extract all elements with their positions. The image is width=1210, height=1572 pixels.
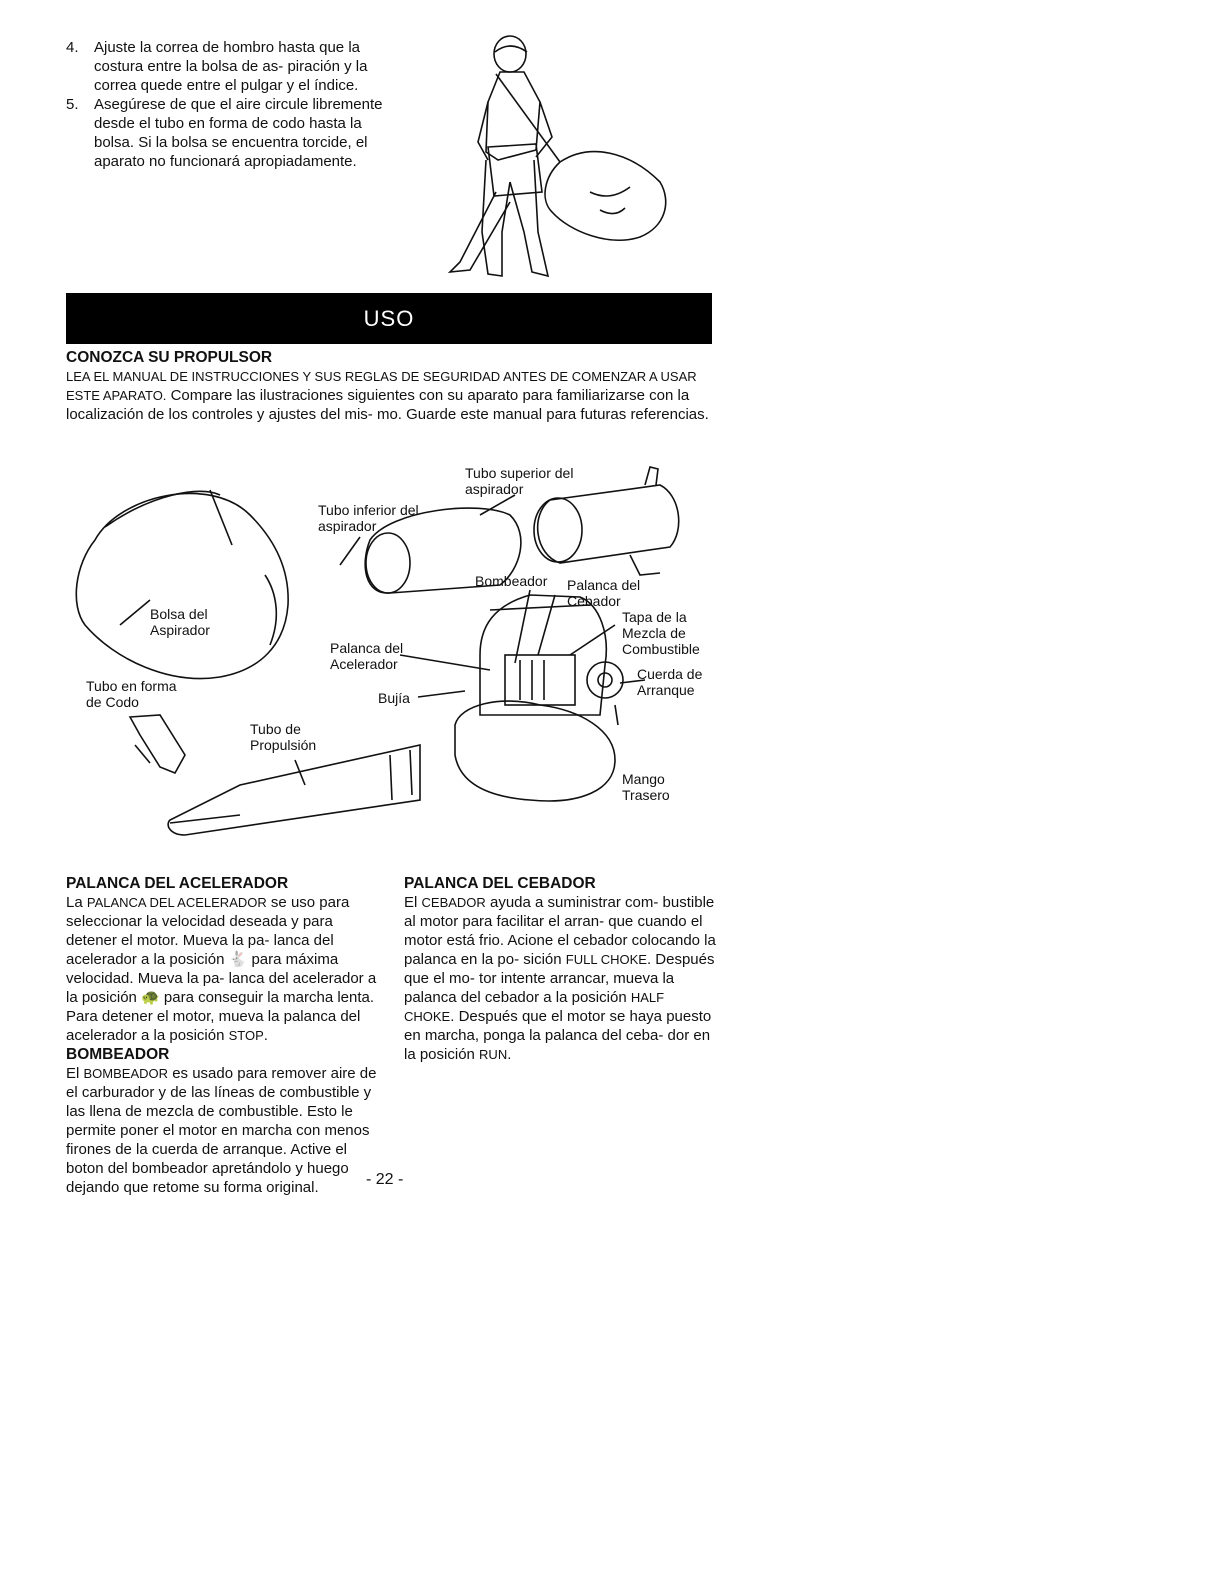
page-number: - 22 - xyxy=(366,1171,404,1188)
label-bag: Bolsa del Aspirador xyxy=(150,606,210,638)
step-item xyxy=(62,95,392,171)
intro-section xyxy=(66,348,716,424)
label-throttle: Palanca del Acelerador xyxy=(330,640,404,672)
label-primer: Bombeador xyxy=(475,573,548,589)
section-banner xyxy=(66,293,712,344)
intro-caps: LEA EL MANUAL DE INSTRUCCIONES Y SUS REGLAS DE SEGURIDAD ANTES DE COMENZAR A USAR ESTE APARATO. xyxy=(66,369,697,403)
label-lower-tube: Tubo inferior del aspirador xyxy=(318,502,419,534)
throttle-heading: PALANCA DEL ACELERADOR xyxy=(66,875,289,892)
blower-tube xyxy=(168,745,420,835)
label-starter: Cuerda de Arranque xyxy=(637,666,703,698)
choke-paragraph: El CEBADOR ayuda a suministrar com- bustible al motor para facilitar el arran- que cuando el motor está frio. Acione el cebador colocando la palanca en la po- sición FULL CHOKE. Después que el mo- tor intente arrancar, mueva la palanca del cebador a la posición HALF CHOKE. Después que el motor se haya puesto en marcha, ponga la palanca del ceba- dor en la posición RUN. xyxy=(404,894,716,1063)
section-heading: CONOZCA SU PROPULSOR xyxy=(66,349,273,366)
label-elbow: Tubo en forma de Codo xyxy=(86,678,177,710)
left-column xyxy=(66,874,378,1197)
step-text: Ajuste la correa de hombro hasta que la costura entre la bolsa de as- piración y la correa quede entre el pulgar y el índice. xyxy=(94,39,368,94)
intro-body: Compare las ilustraciones siguientes con su aparato para familiarizarse con la localización de los controles y ajustes del mis- mo. Guarde este manual para futuras referencias. xyxy=(66,387,709,423)
step-number: 5. xyxy=(66,96,79,113)
label-spark-plug: Bujía xyxy=(378,690,410,706)
step-text: Asegúrese de que el aire circule libremente desde el tubo en forma de codo hasta la bolsa. Si la bolsa se encuentra torcide, el aparato no funcionará apropiadamente. xyxy=(94,96,383,170)
vacuum-bag xyxy=(76,493,288,678)
banner-title: USO xyxy=(363,306,415,331)
right-column xyxy=(404,874,716,1064)
step-number: 4. xyxy=(66,39,79,56)
label-blower-tube: Tubo de Propulsión xyxy=(250,721,317,753)
turtle-icon: 🐢 xyxy=(141,989,160,1006)
step-list xyxy=(62,38,392,171)
operator-illustration xyxy=(440,32,685,290)
choke-heading: PALANCA DEL CEBADOR xyxy=(404,875,596,892)
rabbit-icon: 🐇 xyxy=(228,951,248,968)
elbow-tube xyxy=(130,715,185,773)
label-upper-tube: Tubo superior del aspirador xyxy=(465,465,574,497)
intro-paragraph xyxy=(66,367,716,424)
step-item xyxy=(62,38,392,95)
throttle-paragraph: La PALANCA DEL ACELERADOR se uso para seleccionar la velocidad deseada y para detener el motor. Mueva la pa- lanca del acelerador a la posición 🐇 para máxima velocidad. Mueva la pa- lanca del acelerador a la posición 🐢 para conseguir la marcha lenta. Para detener el motor, mueva la palanca del acelerador a la posición STOP. xyxy=(66,894,377,1044)
label-fuel-cap: Tapa de la Mezcla de Combustible xyxy=(622,609,700,657)
label-rear-handle: Mango Trasero xyxy=(622,771,670,803)
primer-paragraph: El BOMBEADOR es usado para remover aire de el carburador y de las líneas de combustible y las llena de mezcla de combustible. Esto le permite poner el motor en marcha con menos firones de la cuerda de arranque. Active el boton del bombeador apretándolo y huego dejando que retome su forma original. xyxy=(66,1065,377,1196)
label-choke: Palanca del Cebador xyxy=(567,577,641,609)
primer-heading: BOMBEADOR xyxy=(66,1046,170,1063)
fan-housing xyxy=(455,701,615,801)
